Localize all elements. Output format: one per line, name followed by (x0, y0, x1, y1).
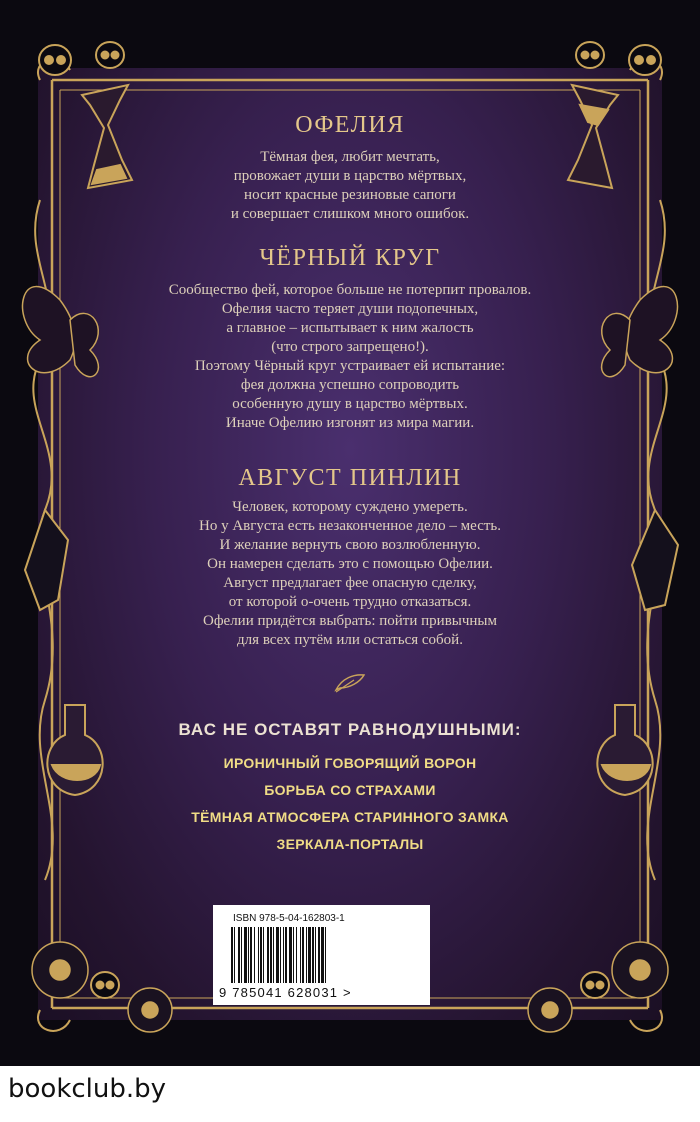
promo-item: ЗЕРКАЛА-ПОРТАЛЫ (276, 836, 424, 852)
promo-title: ВАС НЕ ОСТАВЯТ РАВНОДУШНЫМИ: (178, 720, 522, 739)
publisher-logo-icon (385, 926, 421, 978)
skull-icon (39, 42, 661, 75)
section-description-black-circle: Сообщество фей, которое больше не потерпит провалов. Офелия часто теряет души подопечных, а главное – испытывает к ним жалость (что строго запрещено!). Поэтому Чёрный круг устраивает ей испытание: фея должна успешно сопроводить особенную душу в царство мёртвых. Иначе Офелию изгонят из мира магии. (168, 282, 532, 431)
character-heading-ophelia: ОФЕЛИЯ (295, 112, 405, 138)
feather-icon (334, 672, 366, 694)
barcode-bars (231, 927, 411, 985)
character-description-august: Человек, которому суждено умереть. Но у Августа есть незаконченное дело – месть. И желание вернуть свою возлюбленную. Он намерен сделать это с помощью Офелии. Август предлагает фее опасную сделку, от которой о-очень трудно отказаться. Офелии придётся выбрать: пойти привычным для всех путём или остаться собой. (199, 499, 501, 648)
section-heading-black-circle: ЧЁРНЫЙ КРУГ (259, 245, 441, 271)
ean-digits: 9 785041 628031 > (219, 985, 352, 1000)
isbn-label: ISBN 978-5-04-162803-1 (233, 913, 345, 924)
site-watermark: bookclub.by (8, 1074, 167, 1104)
character-heading-august: АВГУСТ ПИНЛИН (238, 465, 462, 491)
promo-item: ТЁМНАЯ АТМОСФЕРА СТАРИННОГО ЗАМКА (191, 809, 509, 825)
promo-list (60, 750, 640, 858)
promo-item: ИРОНИЧНЫЙ ГОВОРЯЩИЙ ВОРОН (223, 755, 477, 771)
promo-item: БОРЬБА СО СТРАХАМИ (264, 782, 436, 798)
character-description-ophelia: Тёмная фея, любит мечтать, провожает души в царство мёртвых, носит красные резиновые сапоги и совершает слишком много ошибок. (230, 149, 470, 222)
